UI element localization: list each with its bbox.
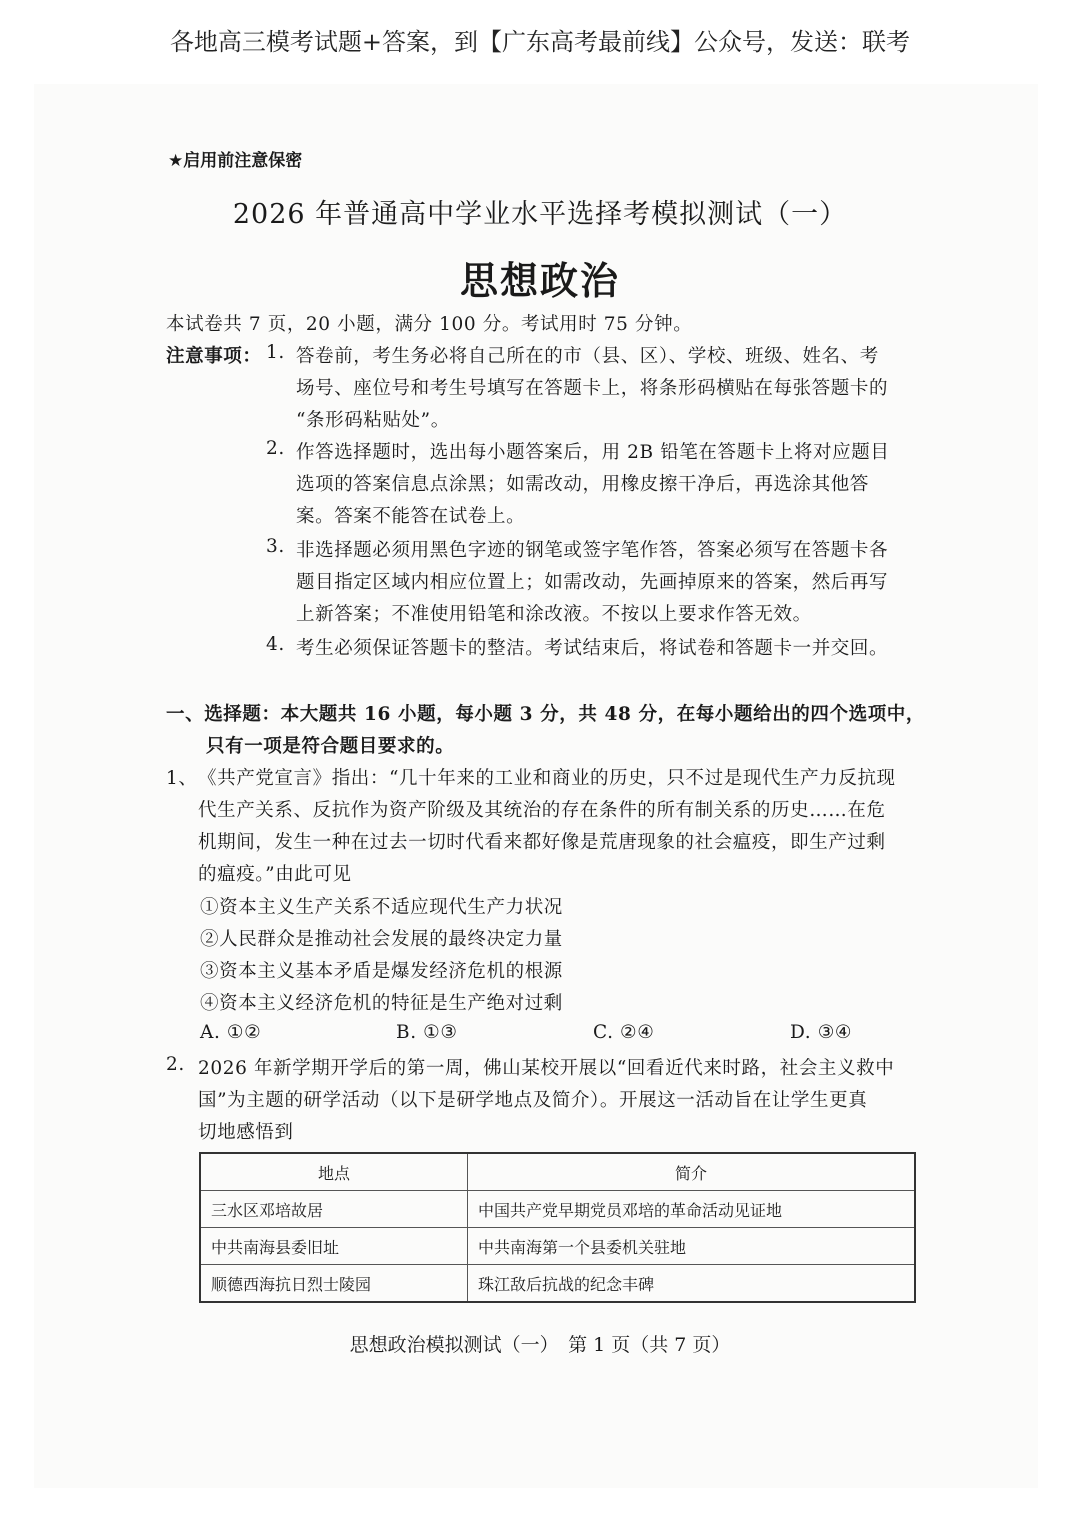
question-line: 代生产关系、反抗作为资产阶级及其统治的存在条件的所有制关系的历史……在危 [198,800,886,821]
statement: ②人民群众是推动社会发展的最终决定力量 [200,929,563,950]
question-number: 1、 [166,768,198,789]
notice-line: 场号、座位号和考生号填写在答题卡上，将条形码横贴在每张答题卡的 [296,378,889,399]
section-heading: 只有一项是符合题目要求的。 [206,736,455,757]
notice-line: 案。答案不能答在试卷上。 [296,506,526,527]
notice-item-number: 1. [266,342,285,363]
table-row [200,1191,915,1228]
question-line: 的瘟疫。”由此可见 [198,864,352,885]
table-row [200,1228,915,1265]
question-line: 国”为主题的研学活动（以下是研学地点及简介）。开展这一活动旨在让学生更真 [198,1090,868,1111]
notice-label: 注意事项： [166,346,262,367]
table-cell: 中共南海第一个县委机关驻地 [468,1228,916,1265]
notice-line: 答卷前，考生务必将自己所在的市（县、区）、学校、班级、姓名、考 [296,346,879,367]
notice-line: 题目指定区域内相应位置上；如需改动，先画掉原来的答案，然后再写 [296,572,889,593]
promo-banner: 各地高三模考试题+答案，到【广东高考最前线】公众号，发送：联考 [169,28,911,56]
confidential-mark: ★启用前注意保密 [168,151,303,171]
notice-item-number: 2. [266,438,285,459]
notice-line: 考生必须保证答题卡的整洁。考试结束后，将试卷和答题卡一并交回。 [296,638,889,659]
option-c: C. ②④ [593,1022,655,1043]
question-line: 切地感悟到 [198,1122,294,1143]
page-footer: 思想政治模拟测试（一） 第 1 页（共 7 页） [349,1334,731,1356]
table-cell: 珠江敌后抗战的纪念丰碑 [468,1265,916,1303]
question-number: 2. [166,1054,185,1075]
notice-item-number: 4. [266,634,285,655]
notice-line: “条形码粘贴处”。 [296,410,450,431]
notice-line: 作答选择题时，选出每小题答案后，用 2B 铅笔在答题卡上将对应题目 [296,442,890,463]
option-a: A. ①② [200,1022,262,1043]
table-cell: 中国共产党早期党员邓培的革命活动见证地 [468,1191,916,1228]
exam-title: 2026 年普通高中学业水平选择考模拟测试（一） [232,199,848,230]
subject-title: 思想政治 [459,259,620,303]
column-header: 简介 [468,1153,916,1191]
question-line: 机期间，发生一种在过去一切时代看来都好像是荒唐现象的社会瘟疫，即生产过剩 [198,832,886,853]
notice-line: 上新答案；不准使用铅笔和涂改液。不按以上要求作答无效。 [296,604,812,625]
notice-item-number: 3. [266,536,285,557]
exam-info: 本试卷共 7 页，20 小题，满分 100 分。考试用时 75 分钟。 [166,314,693,335]
notice-line: 非选择题必须用黑色字迹的钢笔或签字笔作答，答案必须写在答题卡各 [296,540,889,561]
column-header: 地点 [200,1153,468,1191]
study-sites-table [199,1152,916,1303]
statement: ③资本主义基本矛盾是爆发经济危机的根源 [200,961,563,982]
notice-line: 选项的答案信息点涂黑；如需改动，用橡皮擦干净后，再选涂其他答 [296,474,870,495]
table-cell: 中共南海县委旧址 [200,1228,468,1265]
question-line: 《共产党宣言》指出：“几十年来的工业和商业的历史，只不过是现代生产力反抗现 [198,768,896,789]
option-d: D. ③④ [790,1022,853,1043]
section-heading: 一、选择题：本大题共 16 小题，每小题 3 分，共 48 分，在每小题给出的四个选项中， [166,704,926,725]
statement: ④资本主义经济危机的特征是生产绝对过剩 [200,993,563,1014]
question-line: 2026 年新学期开学后的第一周，佛山某校开展以“回看近代来时路，社会主义救中 [198,1058,895,1079]
option-b: B. ①③ [396,1022,458,1043]
table-header-row [200,1153,915,1191]
statement: ①资本主义生产关系不适应现代生产力状况 [200,897,563,918]
table-cell: 顺德西海抗日烈士陵园 [200,1265,468,1303]
table-row [200,1265,915,1303]
table-cell: 三水区邓培故居 [200,1191,468,1228]
